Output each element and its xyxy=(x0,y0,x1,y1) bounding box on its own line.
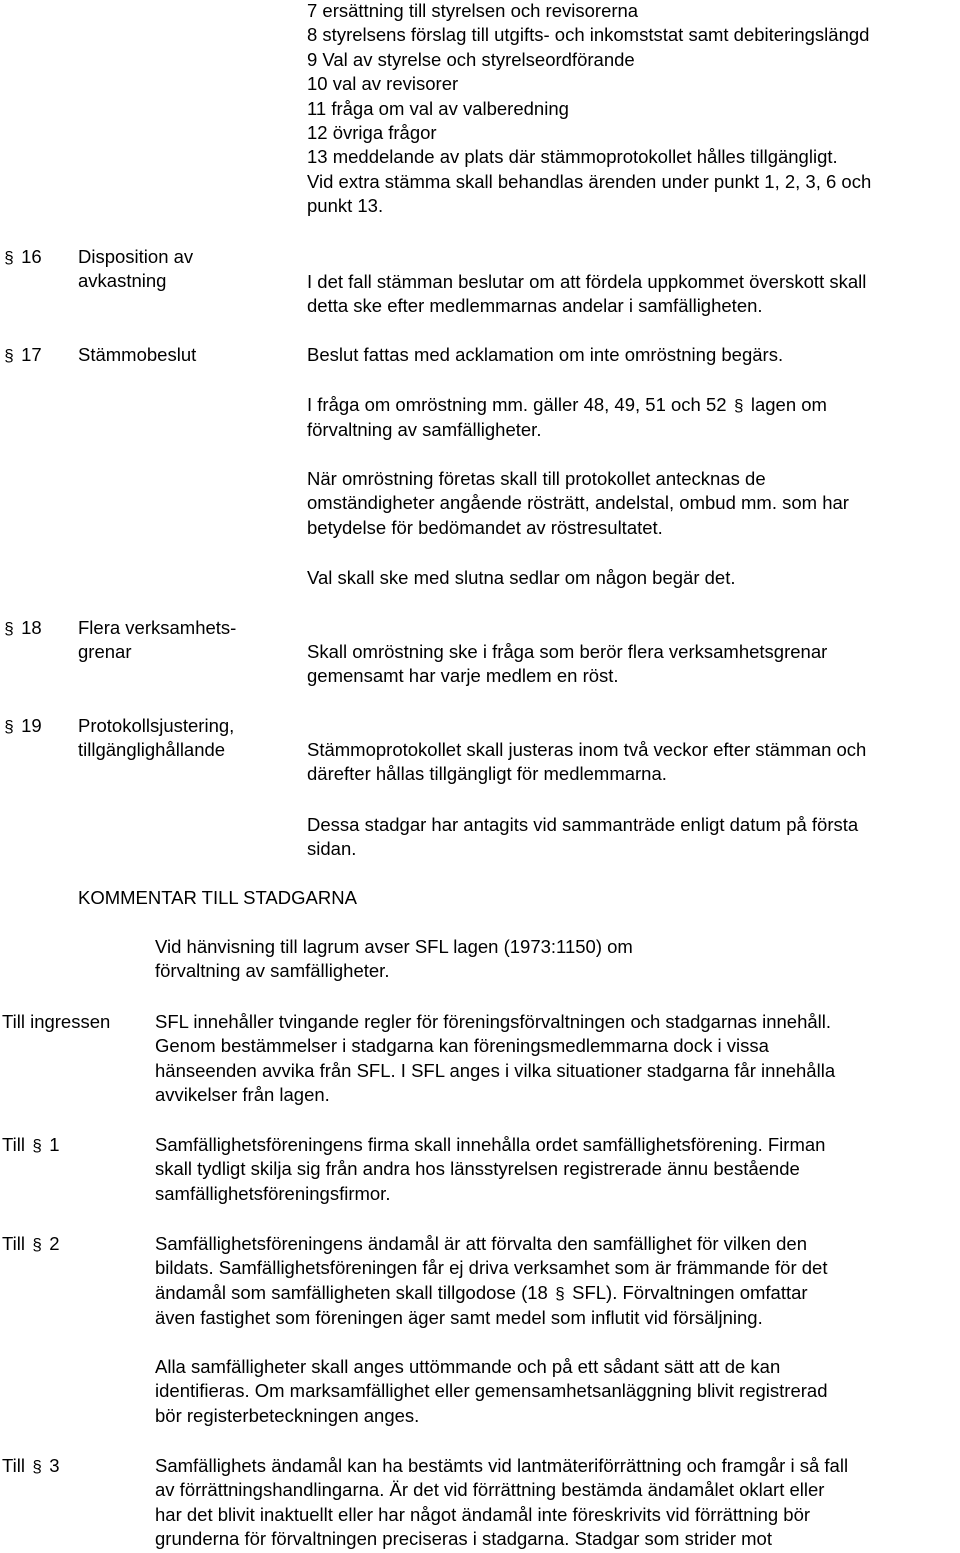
text-line: Samfällighets ändamål kan ha bestämts vid lantmäteriförrättning och framgår i så fall xyxy=(155,1455,849,1476)
adoption-note xyxy=(307,813,858,862)
text-fragment: I fråga om omröstning mm. gäller 48, 49, 51 och 52 xyxy=(307,394,727,415)
text-line: samfällighetsföreningsfirmor. xyxy=(155,1182,391,1204)
commentary-title: KOMMENTAR TILL STADGARNA xyxy=(78,887,357,908)
text-line: har det blivit inaktuellt eller har något ändamål inte föreskrivits vid förrättning bör xyxy=(155,1503,811,1525)
text-line: sidan. xyxy=(307,838,357,860)
ingress-text xyxy=(155,1010,835,1108)
section-17-p4 xyxy=(307,566,735,590)
text-line: grunderna för förvaltningen preciseras i stadgarna. Stadgar som strider mot xyxy=(155,1528,772,1550)
text-line: SFL innehåller tvingande regler för föreningsförvaltningen och stadgarnas innehåll. xyxy=(155,1011,832,1032)
text-fragment: lagen om xyxy=(750,394,827,415)
text-fragment: SFL). Förvaltningen omfattar xyxy=(572,1281,808,1303)
till-1-text xyxy=(155,1133,825,1206)
label-word: Till xyxy=(2,1134,25,1155)
section-symbol-icon: § xyxy=(4,717,14,736)
section-number: 19 xyxy=(21,715,42,736)
section-number: 18 xyxy=(21,617,42,638)
label-word: Till xyxy=(2,1455,25,1476)
section-16-number xyxy=(2,245,42,270)
till-3-label xyxy=(2,1454,60,1479)
text-line: Alla samfälligheter skall anges uttömmande och på ett sådant sätt att de kan xyxy=(155,1356,781,1377)
till-2-text xyxy=(155,1232,827,1331)
agenda-item: 10 val av revisorer xyxy=(307,73,459,95)
text-line: När omröstning företas skall till protokollet antecknas de xyxy=(307,468,766,489)
text-line: Vid hänvisning till lagrum avser SFL lagen (1973:1150) om xyxy=(155,936,633,957)
section-symbol-icon: § xyxy=(733,396,744,415)
text-line xyxy=(307,393,827,418)
section-symbol-icon: § xyxy=(32,1235,42,1254)
heading-line: Disposition av xyxy=(78,246,194,267)
text-line: Val skall ske med slutna sedlar om någon begär det. xyxy=(307,567,736,588)
text-line: Stämmoprotokollet skall justeras inom två veckor efter stämman och xyxy=(307,739,867,760)
agenda-item: 12 övriga frågor xyxy=(307,122,437,144)
text-line: detta ske efter medlemmarnas andelar i samfälligheten. xyxy=(307,295,763,317)
section-symbol-icon: § xyxy=(4,346,14,365)
section-18-text xyxy=(307,640,827,689)
heading-line: Protokollsjustering, xyxy=(78,715,235,736)
heading-line: Flera verksamhets- xyxy=(78,617,237,638)
text-line: Samfällighetsföreningens firma skall innehålla ordet samfällighetsförening. Firman xyxy=(155,1134,826,1155)
heading-line: Stämmobeslut xyxy=(78,344,197,365)
commentary-intro xyxy=(155,935,633,984)
agenda-item: 7 ersättning till styrelsen och revisorerna xyxy=(307,0,639,21)
text-line: förvaltning av samfälligheter. xyxy=(155,960,390,982)
text-line: Genom bestämmelser i stadgarna kan föreningsmedlemmarna dock i vissa xyxy=(155,1035,769,1057)
section-17-number xyxy=(2,343,42,368)
till-1-label xyxy=(2,1133,60,1158)
label-word: Till xyxy=(2,1233,25,1254)
text-fragment: ändamål som samfälligheten skall tillgodose (18 xyxy=(155,1281,548,1303)
text-line: av förrättningshandlingarna. Är det vid förrättning bestämda ändamålet oklart eller xyxy=(155,1479,825,1501)
agenda-list xyxy=(307,0,871,219)
ingress-label: Till ingressen xyxy=(2,1011,111,1032)
till-2-label xyxy=(2,1232,60,1257)
section-symbol-icon: § xyxy=(32,1457,42,1476)
agenda-note: Vid extra stämma skall behandlas ärenden under punkt 1, 2, 3, 6 och xyxy=(307,170,872,192)
section-19-heading xyxy=(78,714,234,763)
label-number: 3 xyxy=(49,1455,60,1476)
agenda-item: 8 styrelsens förslag till utgifts- och inkomststat samt debiteringslängd xyxy=(307,24,870,46)
heading-line: grenar xyxy=(78,641,132,663)
text-line: förvaltning av samfälligheter. xyxy=(307,419,542,441)
agenda-note: punkt 13. xyxy=(307,195,384,217)
section-18-heading xyxy=(78,616,236,665)
label-number: 2 xyxy=(49,1233,60,1254)
till-3-text xyxy=(155,1454,848,1552)
text-line: därefter hållas tillgängligt för medlemmarna. xyxy=(307,763,667,785)
text-line: hänseenden avvika från SFL. I SFL anges i vilka situationer stadgarna får innehålla xyxy=(155,1059,836,1081)
text-line: Samfällighetsföreningens ändamål är att förvalta den samfällighet för vilken den xyxy=(155,1233,807,1254)
text-line: Beslut fattas med acklamation om inte omröstning begärs. xyxy=(307,344,784,365)
section-symbol-icon: § xyxy=(4,248,14,267)
text-line: omständigheter angående rösträtt, andelstal, ombud mm. som har xyxy=(307,492,849,514)
section-17-heading xyxy=(78,343,196,367)
section-number: 17 xyxy=(21,344,42,365)
agenda-item: 13 meddelande av plats där stämmoprotokollet hålles tillgängligt. xyxy=(307,146,838,168)
section-19-number xyxy=(2,714,42,739)
text-line: Dessa stadgar har antagits vid sammanträde enligt datum på första xyxy=(307,814,859,835)
text-line: bör registerbeteckningen anges. xyxy=(155,1404,420,1426)
section-16-heading xyxy=(78,245,193,294)
section-number: 16 xyxy=(21,246,42,267)
section-16-text xyxy=(307,270,866,319)
section-17-p3 xyxy=(307,467,849,540)
section-19-text xyxy=(307,738,866,787)
text-line: även fastighet som föreningen äger samt medel som influtit vid försäljning. xyxy=(155,1307,763,1329)
section-17-p2 xyxy=(307,393,827,443)
section-18-number xyxy=(2,616,42,641)
text-line: gemensamt har varje medlem en röst. xyxy=(307,665,619,687)
section-17-p1 xyxy=(307,343,783,367)
section-symbol-icon: § xyxy=(32,1136,42,1155)
text-line: skall tydligt skilja sig från andra hos länsstyrelsen registrerade ännu bestående xyxy=(155,1158,800,1180)
heading-line: avkastning xyxy=(78,270,167,292)
till-2-extra xyxy=(155,1355,827,1428)
text-line: identifieras. Om marksamfällighet eller gemensamhetsanläggning blivit registrerad xyxy=(155,1380,828,1402)
text-line: I det fall stämman beslutar om att fördela uppkommet överskott skall xyxy=(307,271,867,292)
section-symbol-icon: § xyxy=(555,1283,565,1303)
text-line: bildats. Samfällighetsföreningen får ej driva verksamhet som är främmande för det xyxy=(155,1257,828,1279)
heading-line: tillgänglighållande xyxy=(78,739,226,761)
text-line: avvikelser från lagen. xyxy=(155,1084,330,1106)
section-symbol-icon: § xyxy=(4,619,14,638)
agenda-item: 11 fråga om val av valberedning xyxy=(307,97,569,119)
text-line: Skall omröstning ske i fråga som berör flera verksamhetsgrenar xyxy=(307,641,828,662)
text-line: betydelse för bedömandet av röstresultatet. xyxy=(307,516,663,538)
agenda-item: 9 Val av styrelse och styrelseordförande xyxy=(307,48,635,70)
label-number: 1 xyxy=(49,1134,60,1155)
text-line xyxy=(155,1281,827,1306)
